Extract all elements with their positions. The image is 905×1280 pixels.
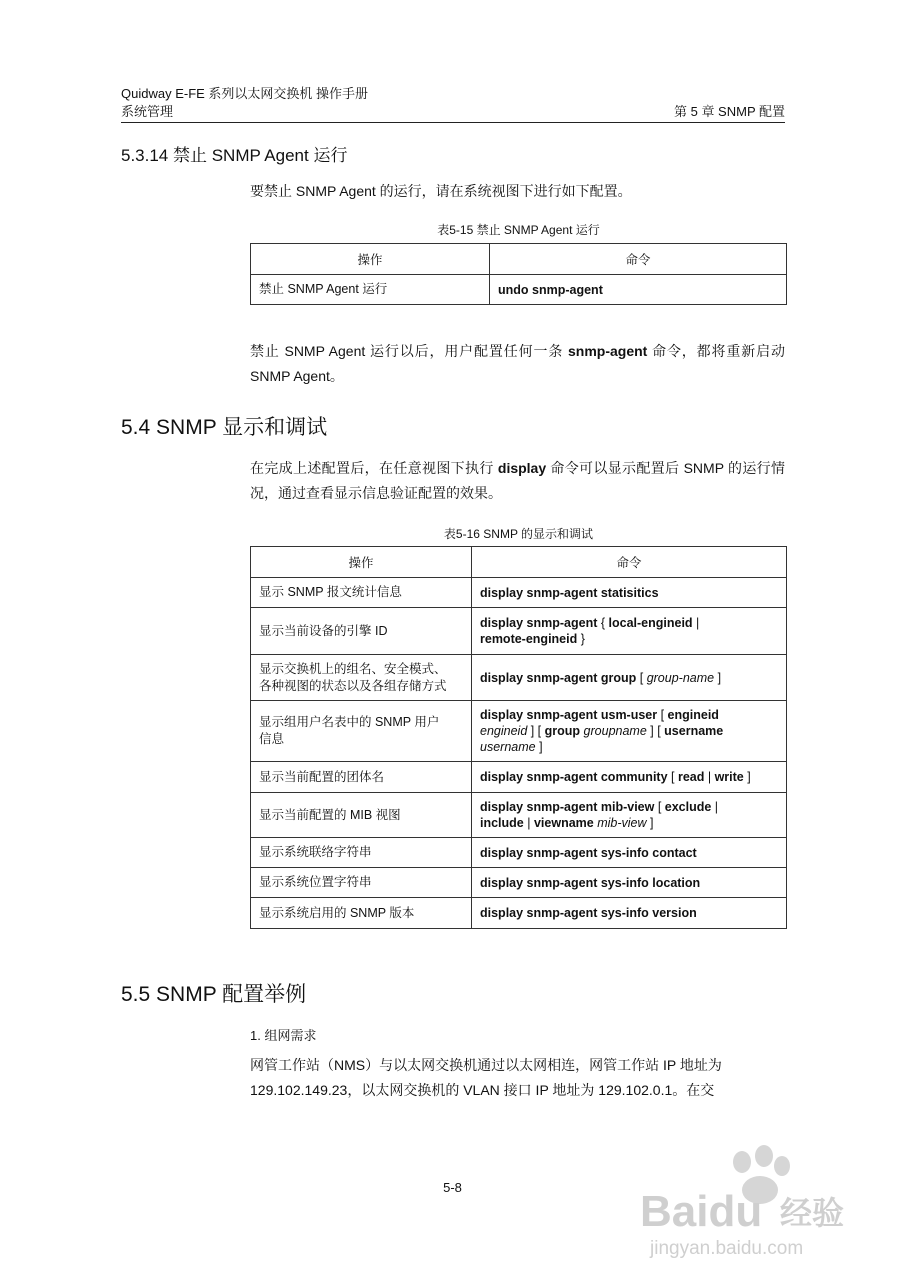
cmd-part: ]	[535, 740, 543, 754]
header-title: Quidway E-FE 系列以太网交换机 操作手册	[121, 86, 369, 101]
section-5-5-subhead: 1. 组网需求	[250, 1028, 317, 1043]
intro-bold-cmd: display	[497, 460, 547, 476]
cmd-part: [	[636, 670, 647, 685]
cmd-part: display snmp-agent mib-view	[480, 800, 655, 814]
cell-op: 显示系统启用的 SNMP 版本	[251, 898, 472, 929]
cmd-part: write	[714, 770, 744, 784]
cmd-part: username	[664, 724, 724, 738]
watermark-url: jingyan.baidu.com	[650, 1238, 804, 1259]
cmd-part: group	[544, 724, 581, 738]
cmd-part: ] [	[646, 724, 665, 738]
cell-op: 显示当前配置的 MIB 视图	[251, 793, 472, 838]
cmd-part: ] [	[527, 724, 545, 738]
cmd-part: display snmp-agent	[480, 616, 598, 630]
cell-op: 禁止 SNMP Agent 运行	[251, 275, 490, 305]
table-row	[251, 793, 787, 838]
intro-text-2: 命令可以显示配置后 SNMP 的运行情况，通过查看显示信息验证配置的效果。	[250, 460, 785, 501]
header-left: 系统管理	[121, 104, 174, 119]
cell-op: 显示 SNMP 报文统计信息	[251, 578, 472, 608]
section-5-5-line-1: 网管工作站（NMS）与以太网交换机通过以太网相连，网管工作站 IP 地址为	[250, 1057, 722, 1073]
cmd-part: |	[711, 800, 719, 814]
cell-op: 显示当前设备的引擎 ID	[251, 608, 472, 655]
table-5-15	[250, 243, 787, 305]
cmd-param: engineid	[480, 724, 528, 738]
cell-cmd	[472, 701, 787, 762]
table-row	[251, 898, 787, 929]
note-text-2: 命令，都将重新启动 SNMP Agent。	[250, 343, 785, 384]
cell-op	[251, 655, 472, 701]
cmd-part: }	[577, 632, 585, 646]
baidu-watermark	[640, 1142, 870, 1262]
table-row	[251, 275, 787, 305]
table-row	[251, 701, 787, 762]
cell-cmd: display snmp-agent statisitics	[472, 578, 787, 608]
cmd-part: exclude	[664, 800, 712, 814]
cell-cmd: display snmp-agent sys-info location	[472, 868, 787, 898]
cmd-part: engineid	[667, 708, 719, 722]
section-5-3-14-note	[250, 339, 785, 389]
cmd-param: group-name	[646, 670, 715, 685]
cmd-part: display snmp-agent usm-user	[480, 708, 658, 722]
cell-op: 显示系统位置字符串	[251, 868, 472, 898]
cell-cmd: display snmp-agent sys-info version	[472, 898, 787, 929]
col-header-op: 操作	[251, 547, 472, 578]
table-row	[251, 762, 787, 793]
note-bold-cmd: snmp-agent	[567, 343, 648, 359]
header-right: 第 5 章 SNMP 配置	[673, 104, 785, 119]
cmd-part: include	[480, 816, 524, 830]
op-line: 显示组用户名表中的 SNMP 用户	[259, 715, 440, 729]
cmd-part: remote-engineid	[480, 632, 578, 646]
cmd-part: display snmp-agent community	[480, 770, 668, 784]
cmd-param: groupname	[583, 724, 647, 738]
cmd-param: mib-view	[597, 816, 647, 830]
table-row	[251, 655, 787, 701]
watermark-brand: Baidu	[640, 1187, 763, 1236]
cell-cmd	[472, 793, 787, 838]
op-line: 各种视图的状态以及各组存储方式	[259, 678, 447, 693]
section-5-4-intro	[250, 456, 785, 506]
cmd-part: {	[597, 616, 609, 630]
header-row	[121, 104, 785, 120]
page-number: 5-8	[443, 1180, 462, 1195]
cell-cmd	[472, 608, 787, 655]
cmd-part: ]	[646, 816, 654, 830]
cmd-part: [	[657, 708, 668, 722]
cmd-param: username	[480, 740, 536, 754]
table-header-row	[251, 547, 787, 578]
section-5-5-line-2: 129.102.149.23，以太网交换机的 VLAN 接口 IP 地址为 129.102.0.1。在交	[250, 1082, 715, 1098]
table-row	[251, 868, 787, 898]
cell-cmd	[472, 655, 787, 701]
col-header-op: 操作	[251, 244, 490, 275]
cell-op	[251, 701, 472, 762]
table-5-15-caption: 表5-15 禁止 SNMP Agent 运行	[437, 223, 600, 237]
cmd-part: local-engineid	[608, 616, 693, 630]
col-header-cmd: 命令	[490, 244, 787, 275]
table-row	[251, 838, 787, 868]
cell-op: 显示当前配置的团体名	[251, 762, 472, 793]
header-rule	[121, 122, 785, 123]
cell-op: 显示系统联络字符串	[251, 838, 472, 868]
cmd-part: [	[667, 770, 678, 784]
cell-cmd	[472, 762, 787, 793]
section-5-4-title: 5.4 SNMP 显示和调试	[121, 416, 328, 439]
cmd-part: [	[654, 800, 665, 814]
cell-cmd: undo snmp-agent	[490, 275, 787, 305]
cmd-part: viewname	[533, 816, 594, 830]
table-row	[251, 578, 787, 608]
op-line: 信息	[259, 732, 285, 746]
cmd-part: read	[677, 770, 705, 784]
col-header-cmd: 命令	[472, 547, 787, 578]
section-5-5-title: 5.5 SNMP 配置举例	[121, 983, 307, 1006]
section-5-3-14-title: 5.3.14 禁止 SNMP Agent 运行	[121, 146, 348, 165]
cmd-part: |	[523, 816, 534, 830]
note-text-1: 禁止 SNMP Agent 运行以后，用户配置任何一条	[250, 343, 568, 359]
cmd-part: ]	[743, 770, 751, 784]
section-5-3-14-intro: 要禁止 SNMP Agent 的运行，请在系统视图下进行如下配置。	[250, 183, 632, 199]
cell-cmd: display snmp-agent sys-info contact	[472, 838, 787, 868]
op-line: 显示交换机上的组名、安全模式、	[259, 661, 447, 676]
watermark-brand-cn: 经验	[780, 1194, 845, 1232]
cmd-part: |	[692, 616, 700, 630]
table-row	[251, 608, 787, 655]
table-header-row	[251, 244, 787, 275]
table-5-16-caption: 表5-16 SNMP 的显示和调试	[443, 527, 594, 541]
intro-text-1: 在完成上述配置后，在任意视图下执行	[250, 460, 498, 476]
cmd-part: display snmp-agent group	[480, 670, 637, 685]
cmd-part: ]	[714, 670, 722, 685]
table-5-16	[250, 546, 787, 929]
cmd-part: |	[704, 770, 715, 784]
